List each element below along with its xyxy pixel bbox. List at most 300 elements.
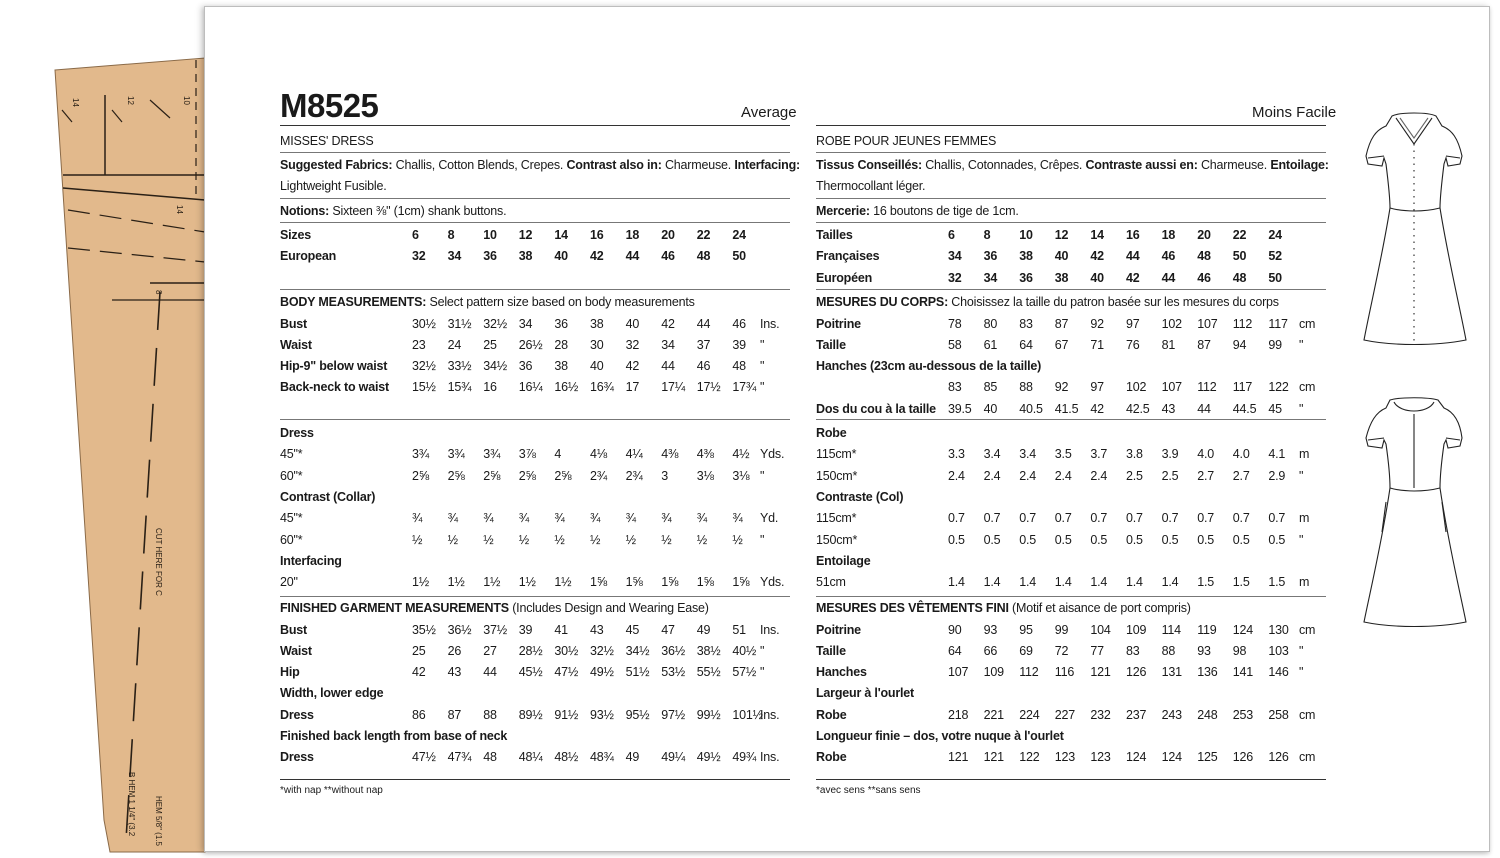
finished-row-value: 121	[948, 750, 969, 765]
yardage-heading: Contrast (Collar)	[280, 489, 376, 504]
size-row-value: 20	[661, 228, 675, 242]
finished-row-value: 77	[1090, 643, 1104, 658]
finished-row-value: 124	[1126, 750, 1147, 765]
body-row-value: 28	[554, 337, 568, 352]
european-row-value: 44	[1161, 270, 1176, 285]
yardage-value: 0.5	[1126, 532, 1143, 547]
finished-row-unit: cm	[1299, 707, 1316, 722]
section-title: ROBE POUR JEUNES FEMMES	[816, 134, 997, 148]
body-row-value: 42.5	[1126, 401, 1150, 416]
finished-row-unit: Ins.	[760, 750, 780, 765]
body-row-value: 43	[1161, 401, 1176, 416]
yardage-value: 1.5	[1232, 575, 1250, 590]
rule	[816, 152, 1326, 153]
body-heading-rest: Select pattern size based on body measurements	[426, 295, 695, 309]
yardage-value: ½	[412, 532, 423, 547]
body-row-value: 42	[625, 359, 640, 374]
body-row-value: 48	[732, 359, 746, 374]
finished-row-value: 122	[1019, 750, 1040, 765]
body-row-value: 34	[661, 337, 675, 352]
finished-row-value: 69	[1019, 643, 1033, 658]
body-row-value: 36	[518, 359, 533, 374]
yardage-value: ½	[661, 532, 672, 547]
yardage-value: 3.7	[1090, 447, 1108, 462]
body-row-value: 24	[447, 337, 462, 352]
finished-row-value: 64	[948, 643, 962, 658]
body-row-value: 17	[625, 380, 640, 395]
body-row-value: 44.5	[1232, 401, 1257, 416]
size-row-value: 16	[1126, 228, 1140, 242]
finished-row-value: 72	[1054, 643, 1069, 658]
body-row-unit: "	[760, 359, 765, 374]
size-row-value: 22	[696, 228, 711, 242]
size-row-value: 8	[983, 228, 991, 242]
finished-row-value: 114	[1161, 622, 1181, 637]
size-row-value: 6	[948, 228, 955, 242]
finished-row-value: 28½	[518, 643, 543, 658]
body-row-value: 32	[625, 337, 640, 352]
yardage-value: 3¾	[447, 447, 465, 462]
body-row-value: 117	[1268, 316, 1288, 331]
body-row-value: 33½	[447, 359, 472, 374]
finished-row-label: Hip	[280, 665, 300, 680]
finished-row-value: 136	[1197, 665, 1218, 680]
european-row-value: 38	[518, 249, 533, 264]
tissue-num-12: 12	[126, 96, 135, 105]
yardage-value: 0.7	[948, 511, 965, 526]
yardage-label: 150cm*	[816, 468, 858, 483]
finished-row-value: 95½	[625, 707, 650, 722]
finished-row-value: 40½	[732, 643, 757, 658]
finished-row-value: 109	[1126, 622, 1147, 637]
european-row-value: 40	[554, 249, 568, 264]
body-row-value: 71	[1090, 337, 1104, 352]
yardage-unit: "	[760, 532, 765, 547]
body-row-label: Hip-9" below waist	[280, 359, 388, 374]
body-row-value: 32½	[483, 316, 507, 331]
european-row-value: 46	[661, 249, 675, 264]
yardage-value: 1⅝	[625, 575, 643, 590]
yardage-value: ½	[625, 532, 636, 547]
finished-row-unit: "	[1299, 643, 1304, 658]
size-row-value: 6	[412, 228, 419, 242]
footnote: *avec sens **sans sens	[816, 785, 921, 796]
size-row-value: 10	[483, 228, 497, 242]
body-row-value: 112	[1232, 316, 1253, 331]
yardage-heading: Interfacing	[280, 553, 342, 568]
yardage-label: 115cm*	[816, 511, 857, 526]
size-row-value: 24	[732, 228, 746, 242]
notions-label: Mercerie:	[816, 204, 870, 218]
yardage-unit: "	[1299, 468, 1304, 483]
body-row-value: 39	[732, 337, 746, 352]
body-row-unit: cm	[1299, 380, 1316, 395]
body-row-value: 61	[983, 337, 998, 352]
body-row-value: 44	[1197, 401, 1211, 416]
yardage-label: 60"*	[280, 532, 303, 547]
finished-row-value: 38½	[696, 643, 721, 658]
finished-row-value: 124	[1161, 750, 1182, 765]
finished-row-value: 47½	[554, 665, 579, 680]
european-row-value: 42	[1126, 270, 1140, 285]
yardage-value: 3¾	[483, 447, 501, 462]
yardage-value: 2⅝	[518, 468, 536, 483]
fabrics-segment: Tissus Conseillés:	[816, 158, 922, 172]
body-row-value: 94	[1232, 337, 1247, 352]
body-row-value: 38	[554, 359, 568, 374]
body-row-value: 17½	[696, 380, 721, 395]
european-row-value: 48	[696, 249, 711, 264]
yardage-value: 0.7	[1054, 511, 1072, 526]
yardage-value: 0.5	[1054, 532, 1072, 547]
yardage-value: 3.9	[1161, 447, 1179, 462]
yardage-value: 1.4	[1090, 575, 1108, 590]
body-row-value: 92	[1090, 316, 1104, 331]
yardage-value: 2.4	[1019, 468, 1036, 483]
finished-row-value: 25	[412, 643, 426, 658]
body-row-value: 83	[1019, 316, 1033, 331]
fabrics-segment: Challis, Cotonnades, Crêpes.	[921, 158, 1086, 172]
yardage-value: 1.4	[983, 575, 1001, 590]
finished-row-value: 45	[625, 622, 640, 637]
size-row-value: 22	[1232, 228, 1247, 242]
yardage-value: 0.7	[1090, 511, 1108, 526]
finished-row-value: 141	[1232, 665, 1254, 680]
yardage-value: 2⅝	[447, 468, 465, 483]
finished-row-value: 104	[1090, 622, 1111, 637]
yardage-value: 0.7	[1268, 511, 1286, 526]
francaises-row-value: 52	[1268, 249, 1282, 264]
yardage-value: ½	[483, 532, 494, 547]
size-row-label: Sizes	[280, 228, 311, 242]
body-heading	[280, 295, 695, 309]
finished-row-value: 218	[948, 707, 969, 722]
finished-row-value: 258	[1268, 707, 1289, 722]
body-row-value: 112	[1197, 380, 1217, 395]
finished-row-value: 99	[1054, 622, 1069, 637]
finished-row-value: 43	[590, 622, 604, 637]
size-row-value: 18	[625, 228, 640, 242]
title-rule	[280, 125, 790, 126]
yardage-value: 2.7	[1232, 468, 1250, 483]
finished-row-label: Dress	[280, 707, 314, 722]
body-row-unit: cm	[1299, 316, 1316, 331]
footnote: *with nap **without nap	[280, 785, 383, 796]
finished-row-value: 42	[412, 665, 426, 680]
rule	[816, 289, 1326, 290]
yardage-value: ¾	[518, 511, 530, 526]
bottom-rule	[816, 779, 1326, 780]
tissue-num-10: 10	[182, 96, 191, 105]
yardage-value: 2.5	[1161, 468, 1179, 483]
body-subheading: Hanches (23cm au-dessous de la taille)	[816, 359, 1042, 374]
finished-row-value: 227	[1054, 707, 1076, 722]
yardage-label: 20"	[280, 575, 298, 590]
difficulty-fr: Moins Facile	[1252, 104, 1337, 121]
dress-back-illustration	[1356, 392, 1472, 632]
yardage-value: 4⅜	[696, 447, 714, 462]
body-row-unit: "	[760, 380, 765, 395]
finished-row-value: 49½	[696, 750, 721, 765]
body-heading	[816, 295, 1279, 309]
dress-front-illustration	[1356, 108, 1472, 348]
european-row-value: 32	[948, 270, 962, 285]
finished-row-value: 26	[447, 643, 462, 658]
finished-row-value: 27	[483, 643, 497, 658]
yardage-label: 45"*	[280, 511, 303, 526]
finished-row-value: 121	[983, 750, 1004, 765]
francaises-row-value: 38	[1019, 249, 1033, 264]
body-row-value: 102	[1161, 316, 1182, 331]
body-row-value: 46	[732, 316, 746, 331]
yardage-value: ¾	[447, 511, 458, 526]
yardage-value: 1.4	[948, 575, 965, 590]
yardage-value: 1⅝	[661, 575, 679, 590]
european-row-value: 42	[590, 249, 604, 264]
finished-row-value: 47¾	[447, 750, 472, 765]
body-row-value: 34½	[483, 359, 507, 374]
european-row-value: 34	[447, 249, 462, 264]
finished-row-value: 48½	[554, 750, 579, 765]
yardage-value: 0.7	[1197, 511, 1214, 526]
yardage-value: 3¾	[412, 447, 429, 462]
finished-row-value: 121	[1090, 665, 1111, 680]
body-row-label: Bust	[280, 316, 307, 331]
yardage-value: 3⅞	[518, 447, 536, 462]
yardage-unit: Yds.	[760, 447, 785, 462]
yardage-value: 2.4	[948, 468, 965, 483]
fabrics-segment: Entoilage:	[1270, 158, 1329, 172]
yardage-value: 4.0	[1232, 447, 1250, 462]
body-row-unit: "	[760, 337, 765, 352]
yardage-value: 2⅝	[554, 468, 572, 483]
european-row-value: 44	[625, 249, 640, 264]
yardage-value: 4.1	[1268, 447, 1286, 462]
body-row-value: 30½	[412, 316, 436, 331]
yardage-value: 3.3	[948, 447, 965, 462]
yardage-value: 2.9	[1268, 468, 1286, 483]
fabrics-segment: Contrast also in:	[566, 158, 662, 172]
finished-row-value: 248	[1197, 707, 1218, 722]
body-row-value: 32½	[412, 359, 436, 374]
body-row-value: 15¾	[447, 380, 472, 395]
body-row-value: 23	[412, 337, 426, 352]
finished-row-value: 53½	[661, 665, 685, 680]
finished-row-label: Taille	[816, 643, 846, 658]
size-row-value: 12	[1054, 228, 1069, 242]
body-row-value: 81	[1161, 337, 1176, 352]
body-row-value: 16	[483, 380, 497, 395]
finished-heading-rest: (Motif et aisance de port compris)	[1008, 601, 1191, 615]
body-row-value: 26½	[518, 337, 543, 352]
finished-row-value: 112	[1019, 665, 1039, 680]
body-row-label: Poitrine	[816, 316, 861, 331]
yardage-heading: Dress	[280, 426, 314, 440]
yardage-value: ¾	[661, 511, 672, 526]
finished-row-value: 86	[412, 707, 426, 722]
yardage-value: ½	[518, 532, 530, 547]
yardage-value: 3.4	[983, 447, 1001, 462]
tissue-b-hem: B HEM 1 1/4" (3.2	[127, 772, 136, 837]
finished-row-value: 95	[1019, 622, 1033, 637]
body-row-value: 76	[1126, 337, 1140, 352]
body-row-value: 87	[1054, 316, 1069, 331]
body-row-value: 42	[661, 316, 675, 331]
notions-line	[816, 204, 1019, 218]
fabrics-line	[816, 158, 1329, 172]
fabrics-segment: Interfacing:	[734, 158, 800, 172]
finished-row-value: 30½	[554, 643, 579, 658]
finished-subheading: Width, lower edge	[280, 686, 384, 701]
yardage-unit: m	[1299, 575, 1310, 590]
body-row-value: 122	[1268, 380, 1289, 395]
european-row-value: 40	[1090, 270, 1104, 285]
finished-row-value: 49¼	[661, 750, 685, 765]
yardage-value: 0.7	[1126, 511, 1143, 526]
bottom-rule	[280, 779, 790, 780]
notions-text: 16 boutons de tige de 1cm.	[869, 204, 1019, 218]
francaises-row-value: 44	[1126, 249, 1140, 264]
tissue-num-14b: 14	[175, 205, 184, 214]
yardage-value: 2⅝	[412, 468, 429, 483]
yardage-value: 1½	[447, 575, 465, 590]
body-row-value: 45	[1268, 401, 1282, 416]
fabrics-segment: Charmeuse.	[1197, 158, 1271, 172]
body-row-value: 36	[554, 316, 568, 331]
finished-row-value: 93	[1197, 643, 1211, 658]
finished-row-value: 49	[696, 622, 711, 637]
notions-line	[280, 204, 506, 218]
european-row-value: 32	[412, 249, 426, 264]
yardage-value: 1½	[518, 575, 536, 590]
finished-row-unit: cm	[1299, 750, 1316, 765]
yardage-value: ¾	[483, 511, 494, 526]
finished-row-value: 49	[625, 750, 640, 765]
yardage-label: 51cm	[816, 575, 846, 590]
rule	[280, 152, 790, 153]
finished-heading-bold: FINISHED GARMENT MEASUREMENTS	[280, 601, 509, 615]
yardage-value: 0.5	[1019, 532, 1036, 547]
fabrics-line-2: Thermocollant léger.	[816, 179, 926, 193]
finished-row-value: 48	[483, 750, 497, 765]
body-row-value: 16½	[554, 380, 579, 395]
finished-row-value: 243	[1161, 707, 1182, 722]
finished-row-label: Waist	[280, 643, 312, 658]
yardage-value: ½	[696, 532, 708, 547]
finished-row-value: 47	[661, 622, 675, 637]
finished-row-value: 35½	[412, 622, 436, 637]
size-row-value: 20	[1197, 228, 1211, 242]
body-row-value: 30	[590, 337, 604, 352]
rule	[280, 198, 790, 199]
yardage-value: 3.4	[1019, 447, 1036, 462]
finished-row-label: Robe	[816, 750, 847, 765]
yardage-value: 3.8	[1126, 447, 1143, 462]
european-row-value: 50	[732, 249, 746, 264]
body-row-value: 34	[518, 316, 533, 331]
finished-row-value: 130	[1268, 622, 1289, 637]
francaises-row-value: 42	[1090, 249, 1104, 264]
yardage-value: 0.5	[1197, 532, 1214, 547]
yardage-label: 150cm*	[816, 532, 858, 547]
finished-row-value: 90	[948, 622, 962, 637]
european-row-value: 50	[1268, 270, 1282, 285]
finished-row-value: 55½	[696, 665, 721, 680]
body-row-value: 16¼	[518, 380, 543, 395]
finished-row-value: 37½	[483, 622, 507, 637]
finished-row-value: 126	[1126, 665, 1147, 680]
yardage-value: 4¼	[625, 447, 643, 462]
yardage-value: 0.7	[983, 511, 1001, 526]
finished-row-value: 48¾	[590, 750, 614, 765]
finished-row-value: 99½	[696, 707, 721, 722]
finished-row-value: 36½	[447, 622, 472, 637]
rule	[280, 419, 790, 420]
finished-row-value: 34½	[625, 643, 650, 658]
size-row-value: 14	[554, 228, 568, 242]
finished-row-unit: cm	[1299, 622, 1316, 637]
finished-row-value: 237	[1126, 707, 1147, 722]
notions-label: Notions:	[280, 204, 330, 218]
francaises-row-value: 36	[983, 249, 998, 264]
finished-row-label: Poitrine	[816, 622, 861, 637]
body-heading-bold: MESURES DU CORPS:	[816, 295, 949, 309]
francaises-row-value: 50	[1232, 249, 1247, 264]
body-row-value: 58	[948, 337, 962, 352]
tissue-num-8: 8	[154, 290, 163, 295]
finished-row-value: 124	[1232, 622, 1254, 637]
yardage-unit: Yd.	[760, 511, 779, 526]
finished-row-label: Robe	[816, 707, 847, 722]
yardage-value: 4⅛	[590, 447, 607, 462]
fabrics-line-2: Lightweight Fusible.	[280, 179, 387, 193]
rule	[816, 198, 1326, 199]
body-row-value: 88	[1019, 380, 1033, 395]
body-row-value: 15½	[412, 380, 436, 395]
size-row-value: 16	[590, 228, 604, 242]
finished-row-value: 93	[983, 622, 998, 637]
finished-row-value: 83	[1126, 643, 1140, 658]
body-row-value: 97	[1126, 316, 1140, 331]
body-row-value: 44	[661, 359, 675, 374]
francaises-row-label: Françaises	[816, 249, 880, 264]
finished-row-unit: "	[760, 643, 765, 658]
rule	[280, 596, 790, 597]
body-row-value: 37	[696, 337, 711, 352]
body-row-value: 41.5	[1054, 401, 1079, 416]
yardage-value: 0.5	[1268, 532, 1286, 547]
yardage-value: 1⅝	[590, 575, 607, 590]
finished-row-value: 107	[948, 665, 969, 680]
yardage-value: 1½	[483, 575, 501, 590]
fabrics-segment: Charmeuse.	[661, 158, 735, 172]
yardage-value: 2.4	[1090, 468, 1108, 483]
section-title: MISSES' DRESS	[280, 134, 374, 148]
body-heading-rest: Choisissez la taille du patron basée sur les mesures du corps	[948, 295, 1279, 309]
rule	[280, 289, 790, 290]
finished-row-value: 119	[1197, 622, 1217, 637]
notions-text: Sixteen ⅜" (1cm) shank buttons.	[329, 204, 507, 218]
finished-row-unit: "	[1299, 665, 1304, 680]
finished-row-value: 232	[1090, 707, 1111, 722]
yardage-unit: Yds.	[760, 575, 785, 590]
yardage-value: 0.5	[1090, 532, 1108, 547]
difficulty-en: Average	[741, 104, 797, 121]
size-row-value: 14	[1090, 228, 1104, 242]
yardage-value: ½	[447, 532, 458, 547]
finished-row-value: 89½	[518, 707, 543, 722]
yardage-value: 1.4	[1019, 575, 1036, 590]
